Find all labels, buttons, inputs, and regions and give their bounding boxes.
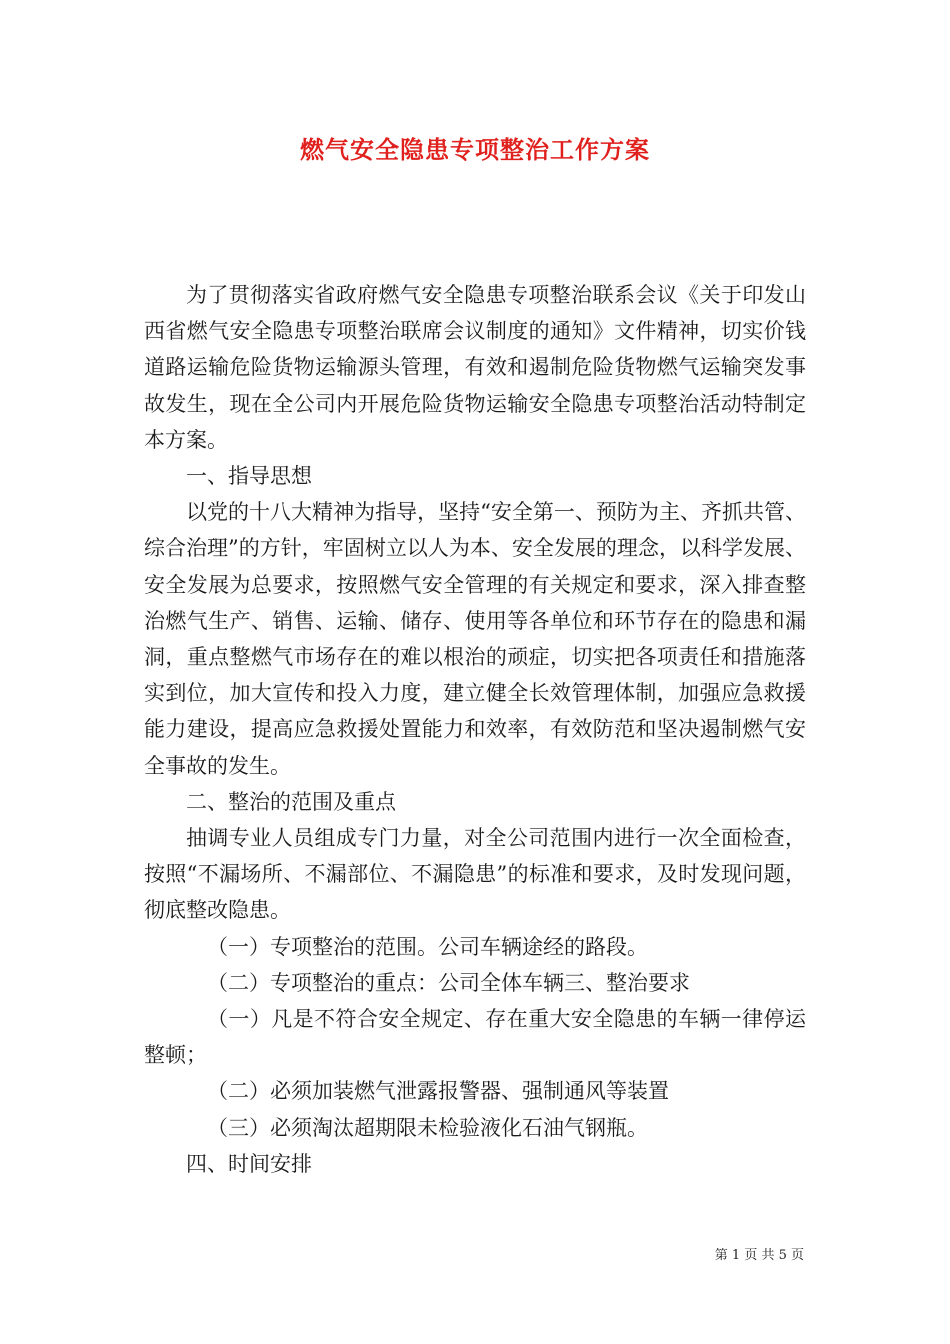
item-scope: （一）专项整治的范围。公司车辆途经的路段。 [207, 934, 648, 959]
item-requirement-2: （二）必须加装燃气泄露报警器、强制通风等装置 [207, 1079, 669, 1104]
heading-scope-and-focus: 二、整治的范围及重点 [186, 789, 396, 814]
document-title: 燃气安全隐患专项整治工作方案 [300, 135, 650, 164]
heading-guiding-ideology: 一、指导思想 [186, 464, 312, 489]
page-indicator: 第 1 页 共 5 页 [714, 1248, 804, 1263]
paragraph-scope-and-focus: 抽调专业人员组成专门力量，对全公司范围内进行一次全面检查，按照“不漏场所、不漏部位、不漏隐患”的标准和要求，及时发现问题，彻底整改隐患。 [144, 826, 806, 923]
heading-schedule: 四、时间安排 [186, 1151, 312, 1176]
item-focus: （二）专项整治的重点：公司全体车辆三、整治要求 [207, 970, 690, 995]
paragraph-guiding-ideology: 以党的十八大精神为指导，坚持“安全第一、预防为主、齐抓共管、综合治理”的方针，牢固树立以人为本、安全发展的理念，以科学发展、安全发展为总要求，按照燃气安全管理的有关规定和要求，深入排查整治燃气生产、销售、运输、储存、使用等各单位和环节存在的隐患和漏洞，重点整燃气市场存在的难以根治的顽症，切实把各项责任和措施落实到位，加大宣传和投入力度，建立健全长效管理体制，加强应急救援能力建设，提高应急救援处置能力和效率，有效防范和坚决遏制燃气安全事故的发生。 [144, 500, 806, 778]
document-body [144, 277, 806, 1182]
item-requirement-1: （一）凡是不符合安全规定、存在重大安全隐患的车辆一律停运整顿； [144, 1007, 806, 1068]
item-requirement-3: （三）必须淘汰超期限未检验液化石油气钢瓶。 [207, 1115, 648, 1140]
paragraph-intro: 为了贯彻落实省政府燃气安全隐患专项整治联系会议《关于印发山西省燃气安全隐患专项整治联席会议制度的通知》文件精神，切实价钱道路运输危险货物运输源头管理，有效和遏制危险货物燃气运输突发事故发生，现在全公司内开展危险货物运输安全隐患专项整治活动特制定本方案。 [144, 283, 806, 452]
